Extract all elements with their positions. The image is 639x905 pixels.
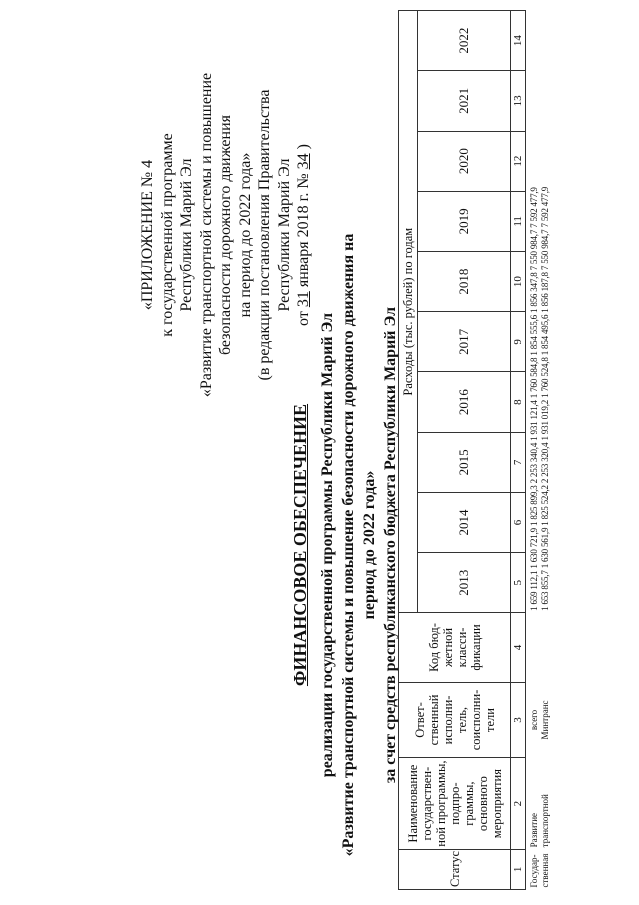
row-status: Государ-ственная xyxy=(529,853,550,888)
column-number: 2 xyxy=(511,758,526,849)
row-budget-code xyxy=(526,613,552,682)
appendix-line: «Развитие транспортной системы и повышение xyxy=(197,72,215,398)
column-number: 6 xyxy=(511,492,526,552)
row-name: Развитие транспортной xyxy=(529,794,550,848)
appendix-line: (в редакции постановления Правительства xyxy=(256,89,273,381)
year-header: 2019 xyxy=(418,191,511,251)
title-main: ФИНАНСОВОЕ ОБЕСПЕЧЕНИЕ xyxy=(290,403,310,687)
responsible-ministry: Минтранс xyxy=(540,700,550,740)
appendix-header xyxy=(138,35,314,435)
year-header: 2022 xyxy=(418,11,511,71)
column-number: 4 xyxy=(511,613,526,682)
date-prefix: от xyxy=(295,311,312,326)
appendix-line: на период до 2022 года» xyxy=(236,152,254,318)
financing-table xyxy=(398,10,551,890)
year-header: 2013 xyxy=(418,553,511,613)
column-number: 11 xyxy=(511,191,526,251)
year-header: 2014 xyxy=(418,492,511,552)
title-line: за счет средств республиканского бюджета Республики Марий Эл xyxy=(382,306,399,784)
table-row xyxy=(526,11,552,890)
year-header: 2018 xyxy=(418,251,511,311)
year-header: 2015 xyxy=(418,432,511,492)
date-suffix: ) xyxy=(295,144,312,150)
appendix-line: к государственной программе xyxy=(158,133,176,337)
year-header: 2021 xyxy=(418,71,511,131)
year-header: 2016 xyxy=(418,372,511,432)
column-number: 14 xyxy=(511,11,526,71)
row-amounts xyxy=(526,11,552,613)
row-responsible xyxy=(526,682,552,758)
header-expenses: Расходы (тыс. рублей) по годам xyxy=(399,11,418,613)
appendix-line: Республики Марий Эл xyxy=(275,158,293,312)
year-header: 2020 xyxy=(418,131,511,191)
header-budget-code: Код бюд-жетной класси-фикации xyxy=(399,613,511,682)
date-rest: января 2018 г. № xyxy=(295,173,312,288)
appendix-line: «ПРИЛОЖЕНИЕ № 4 xyxy=(139,159,156,311)
header-responsible: Ответ-ственный исполни-тель, соисполни-тели xyxy=(399,682,511,758)
date-number: 34 xyxy=(295,153,312,170)
column-number: 8 xyxy=(511,372,526,432)
column-number: 10 xyxy=(511,251,526,311)
column-number: 1 xyxy=(511,849,526,889)
title-line: «Развитие транспортной системы и повышение безопасности дорожного движения на период до 2022 года» xyxy=(340,233,378,857)
column-number: 12 xyxy=(511,131,526,191)
column-number: 3 xyxy=(511,682,526,758)
header-status: Статус xyxy=(399,849,511,889)
appendix-line: Республики Марий Эл xyxy=(178,158,195,312)
column-number: 5 xyxy=(511,553,526,613)
column-number: 13 xyxy=(511,71,526,131)
column-number: 7 xyxy=(511,432,526,492)
responsible-total: всего xyxy=(529,709,539,731)
amounts-ministry: 1 653 855,7 1 630 561,9 1 825 524,2 2 253 320,4 1 931 019,2 1 760 524,8 1 854 495,6 1 856 187,8 7 550 984,7 7 592 477,9 xyxy=(540,186,550,611)
amounts-total: 1 659 112,1 1 630 721,9 1 825 899,3 2 253 340,4 1 931 121,4 1 760 584,8 1 854 555,6 1 856 347,8 7 550 984,7 7 592 477,9 xyxy=(529,187,539,611)
header-name: Наименование государствен-ной программы, подпро-граммы, основного мероприятия xyxy=(399,758,511,849)
column-number: 9 xyxy=(511,312,526,372)
year-header: 2017 xyxy=(418,312,511,372)
date-day: 31 xyxy=(295,291,312,308)
appendix-line: безопасности дорожного движения xyxy=(217,114,234,356)
document-title xyxy=(290,225,401,865)
title-line: реализации государственной программы Республики Марий Эл xyxy=(319,312,336,778)
